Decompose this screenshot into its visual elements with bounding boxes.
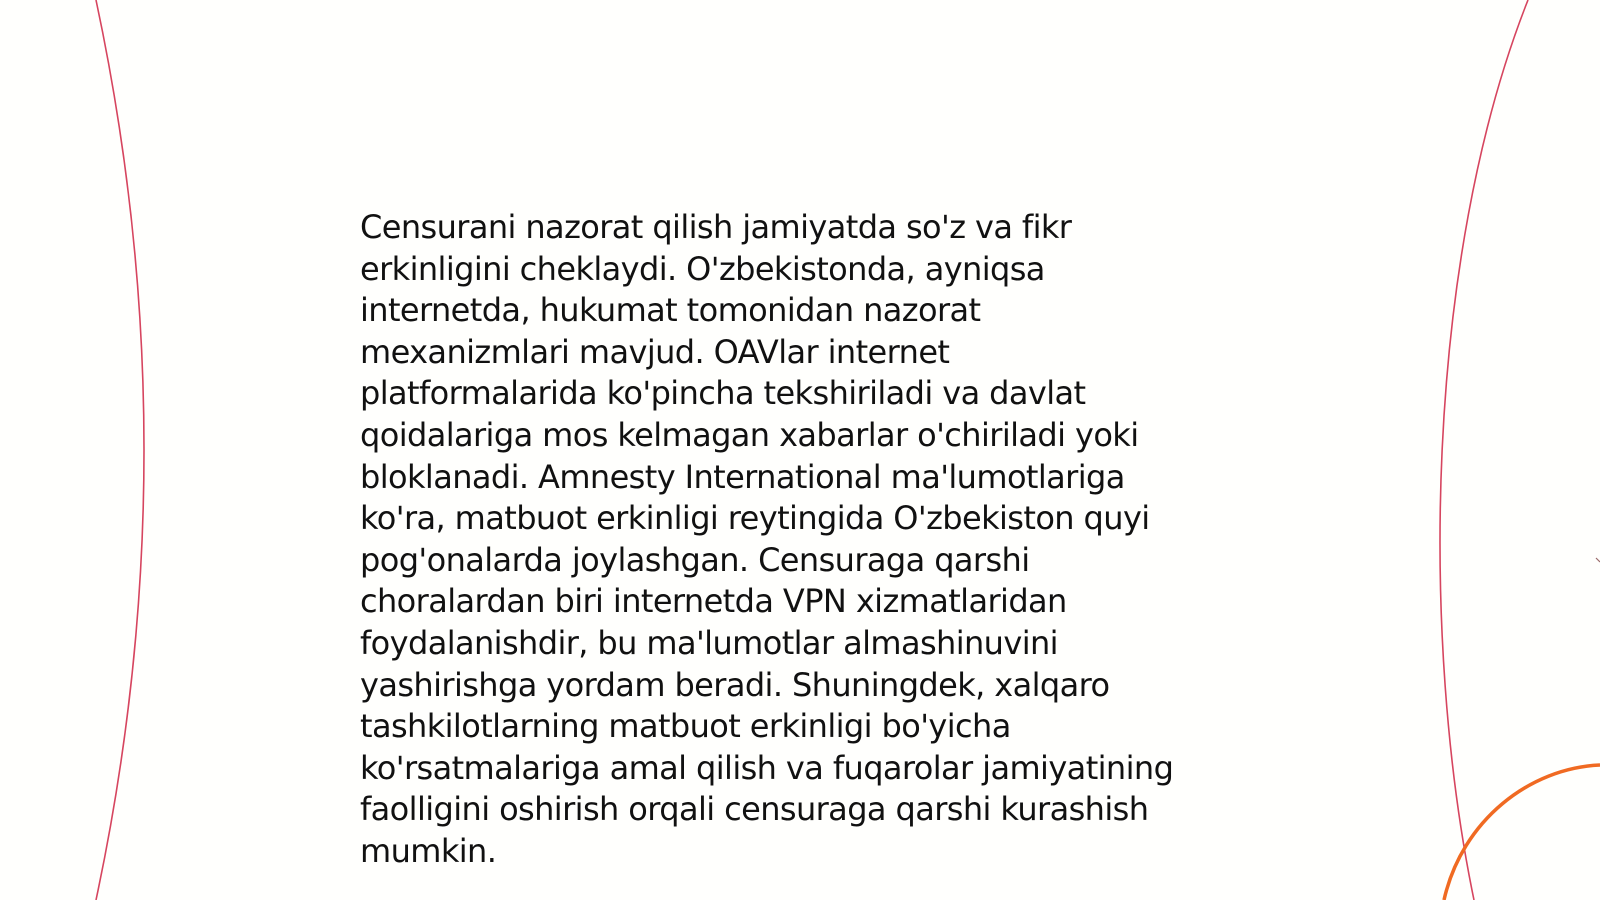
- body-line: erkinligini cheklaydi. O'zbekistonda, ayniqsa: [360, 249, 1045, 288]
- body-line: choralardan biri internetda VPN xizmatlaridan: [360, 582, 1067, 621]
- body-line: tashkilotlarning matbuot erkinligi bo'yicha: [360, 707, 1011, 746]
- body-line: internetda, hukumat tomonidan nazorat: [360, 291, 981, 330]
- body-line: Censurani nazorat qilish jamiyatda so'z va fikr: [360, 208, 1072, 246]
- accent-orange-arc: [1444, 765, 1600, 900]
- body-line: pog'onalarda joylashgan. Censuraga qarshi: [360, 540, 1030, 579]
- body-line: mumkin.: [360, 831, 497, 870]
- body-line: yashirishga yordam beradi. Shuningdek, xalqaro: [360, 665, 1110, 704]
- body-line: qoidalariga mos kelmagan xabarlar o'chiriladi yoki: [360, 415, 1139, 454]
- body-paragraph: [360, 207, 1240, 873]
- body-line: bloklanadi. Amnesty International ma'lumotlariga: [360, 457, 1125, 496]
- body-line: foydalanishdir, bu ma'lumotlar almashinuvini: [360, 623, 1058, 662]
- body-line: platformalarida ko'pincha tekshiriladi va davlat: [360, 374, 1086, 413]
- body-line: faolligini oshirish orqali censuraga qarshi kurashish: [360, 790, 1149, 829]
- body-line: ko'ra, matbuot erkinligi reytingida O'zbekiston quyi: [360, 499, 1150, 538]
- body-line: ko'rsatmalariga amal qilish va fuqarolar jamiyatining: [360, 748, 1174, 787]
- right-curve-line: [1440, 0, 1528, 900]
- left-curve-line: [96, 0, 144, 900]
- right-edge-tick: [1596, 558, 1600, 562]
- body-line: mexanizmlari mavjud. OAVlar internet: [360, 332, 950, 371]
